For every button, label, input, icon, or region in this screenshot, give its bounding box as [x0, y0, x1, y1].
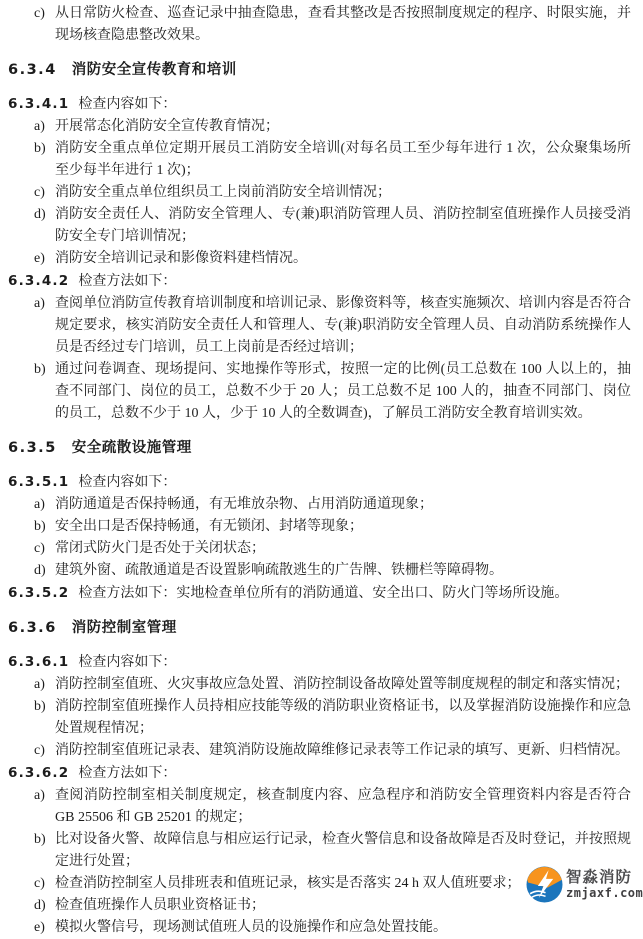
section-heading [8, 437, 631, 459]
list-item-text: 消防控制室值班记录表、建筑消防设施故障维修记录表等工作记录的填写、更新、归档情况。 [55, 743, 629, 758]
list-item-text: 通过问卷调查、现场提问、实地操作等形式，按照一定的比例(员工总数在 100 人以上的，抽查不同部门、岗位的员工，总数不少于 20 人；员工总数不足 100 人的，抽查不同部门、岗位的员工，总数不少于 10 人，少于 10 人的全数调查)，了解员工消防安全教育培训实效。 [55, 362, 631, 421]
list-item-text: 开展常态化消防安全宣传教育情况； [55, 119, 279, 134]
brand-text-block [566, 869, 643, 900]
list-item-text: 消防安全重点单位定期开展员工消防安全培训(对每名员工至少每年进行 1 次，公众聚集场所至少每半年进行 1 次)； [55, 141, 631, 178]
list-item [8, 3, 631, 47]
clause-text: 检查方法如下： [78, 274, 177, 289]
list-item-text: 消防控制室值班、火灾事故应急处置、消防控制设备故障处置等制度规程的制定和落实情况； [55, 677, 629, 692]
list-item [8, 674, 631, 696]
list-item-label: e) [34, 920, 45, 935]
list-item [8, 248, 631, 270]
list-item-text: 消防通道是否保持畅通，有无堆放杂物、占用消防通道现象； [55, 497, 433, 512]
list-item-text: 比对设备火警、故障信息与相应运行记录，检查火警信息和设备故障是否及时登记，并按照规定进行处置； [55, 832, 631, 869]
section-title: 消防控制室管理 [71, 620, 177, 636]
list-item-label: b) [34, 141, 46, 156]
list-item-label: b) [34, 832, 46, 847]
list-item-label: d) [34, 898, 46, 913]
list-item [8, 138, 631, 182]
list-item-label: c) [34, 541, 45, 556]
section-heading [8, 617, 631, 639]
list-item [8, 696, 631, 740]
list-item-label: d) [34, 563, 46, 578]
clause [8, 93, 631, 116]
brand-domain: zmjaxf.com [566, 886, 643, 900]
list-item [8, 917, 631, 939]
clause-text: 检查内容如下： [78, 655, 177, 670]
clause-number: 6.3.6.2 [8, 765, 70, 781]
section-number: 6.3.5 [8, 440, 57, 456]
list-item-text: 消防安全责任人、消防安全管理人、专(兼)职消防管理人员、消防控制室值班操作人员接受消防安全专门培训情况； [55, 207, 631, 244]
clause [8, 582, 631, 605]
section-title: 安全疏散设施管理 [71, 440, 192, 456]
list-item [8, 740, 631, 762]
brand-name: 智淼消防 [566, 868, 633, 886]
list-item [8, 516, 631, 538]
list-item-text: 检查值班操作人员职业资格证书； [55, 898, 265, 913]
clause-text: 检查内容如下： [78, 475, 177, 490]
brand-logo-icon [526, 866, 563, 903]
clause [8, 471, 631, 494]
clause-text: 检查内容如下： [78, 97, 177, 112]
list-item-text: 消防安全重点单位组织员工上岗前消防安全培训情况； [55, 185, 391, 200]
list-item [8, 293, 631, 359]
list-item-label: a) [34, 497, 45, 512]
list-item-text: 查阅消防控制室相关制度规定，核查制度内容、应急程序和消防安全管理资料内容是否符合 GB 25506 和 GB 25201 的规定； [55, 788, 631, 825]
section-heading [8, 59, 631, 81]
list-item-label: a) [34, 119, 45, 134]
list-item-text: 模拟火警信号，现场测试值班人员的设施操作和应急处置技能。 [55, 920, 447, 935]
list-item-text: 检查消防控制室人员排班表和值班记录，核实是否落实 24 h 双人值班要求； [55, 876, 521, 891]
list-item-label: a) [34, 677, 45, 692]
list-item [8, 182, 631, 204]
list-item-text: 常闭式防火门是否处于关闭状态； [55, 541, 265, 556]
list-item-label: a) [34, 296, 45, 311]
list-item-label: c) [34, 743, 45, 758]
clause [8, 762, 631, 785]
clause-number: 6.3.4.1 [8, 96, 70, 112]
list-item [8, 204, 631, 248]
clause-number: 6.3.5.1 [8, 474, 70, 490]
clause-number: 6.3.6.1 [8, 654, 70, 670]
list-item-label: d) [34, 207, 46, 222]
list-item-label: c) [34, 185, 45, 200]
list-item-label: c) [34, 876, 45, 891]
list-item [8, 560, 631, 582]
list-item-text: 建筑外窗、疏散通道是否设置影响疏散逃生的广告牌、铁栅栏等障碍物。 [55, 563, 503, 578]
clause [8, 270, 631, 293]
section-number: 6.3.6 [8, 620, 57, 636]
section-title: 消防安全宣传教育和培训 [71, 62, 237, 78]
list-item-label: b) [34, 362, 46, 377]
clause-number: 6.3.5.2 [8, 585, 70, 601]
list-item-label: e) [34, 251, 45, 266]
list-item-label: c) [34, 6, 45, 21]
list-item-text: 从日常防火检查、巡查记录中抽查隐患，查看其整改是否按照制度规定的程序、时限实施，并现场核查隐患整改效果。 [55, 6, 631, 43]
list-item [8, 785, 631, 829]
list-item-label: a) [34, 788, 45, 803]
list-item-label: b) [34, 699, 46, 714]
list-item-text: 消防控制室值班操作人员持相应技能等级的消防职业资格证书，以及掌握消防设施操作和应急处置规程情况； [55, 699, 631, 736]
list-item [8, 359, 631, 425]
section-number: 6.3.4 [8, 62, 57, 78]
list-item [8, 116, 631, 138]
clause-text: 检查方法如下： [78, 766, 177, 781]
list-item-text: 安全出口是否保持畅通，有无锁闭、封堵等现象； [55, 519, 363, 534]
clause-number: 6.3.4.2 [8, 273, 70, 289]
list-item [8, 494, 631, 516]
list-item-label: b) [34, 519, 46, 534]
clause [8, 651, 631, 674]
list-item-text: 消防安全培训记录和影像资料建档情况。 [55, 251, 307, 266]
clause-text: 检查方法如下：实地检查单位所有的消防通道、安全出口、防火门等场所设施。 [78, 586, 569, 601]
list-item-text: 查阅单位消防宣传教育培训制度和培训记录、影像资料等，核查实施频次、培训内容是否符合规定要求，核实消防安全责任人和管理人、专(兼)职消防安全管理人员、自动消防系统操作人员是否经过专门培训，员工上岗前是否经过培训； [55, 296, 631, 355]
brand-watermark [526, 866, 643, 903]
list-item [8, 538, 631, 560]
